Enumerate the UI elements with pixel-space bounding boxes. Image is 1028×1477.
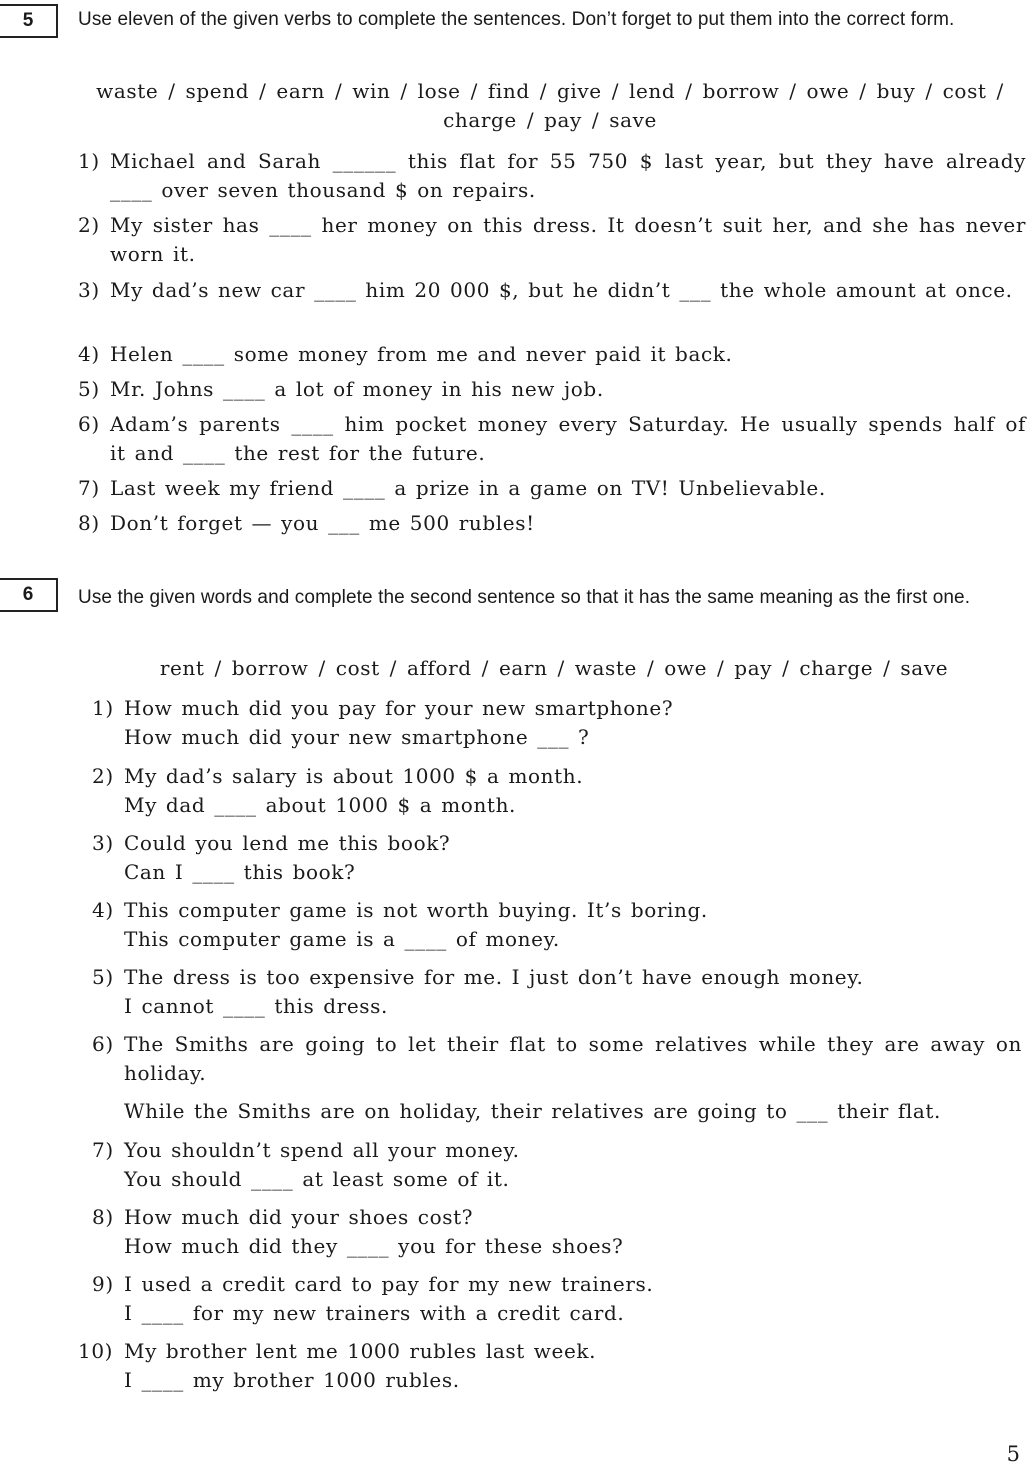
item-text: Last week my friend ____ a prize in a game on TV! Unbelievable. [110, 476, 826, 500]
exercise-item [92, 1136, 1022, 1194]
exercise-item [78, 375, 1026, 404]
exercise-item [92, 762, 1022, 820]
exercise-item [78, 509, 1026, 538]
second-sentence: While the Smiths are on holiday, their relatives are going to ___ their flat. [124, 1099, 942, 1123]
exercise-item [92, 896, 1022, 954]
item-text: My sister has ____ her money on this dress. It doesn’t suit her, and she has never worn it. [110, 213, 1026, 266]
first-sentence: I used a credit card to pay for my new trainers. [124, 1272, 654, 1296]
item-number: 7) [78, 476, 100, 500]
item-number: 4) [78, 342, 100, 366]
first-sentence: The Smiths are going to let their flat to some relatives while they are away on holiday. [124, 1032, 1022, 1085]
first-sentence: You shouldn’t spend all your money. [124, 1138, 520, 1162]
exercise-item [78, 1337, 1022, 1395]
item-text: Michael and Sarah ______ this flat for 55 750 $ last year, but they have already ____ over seven thousand $ on repairs. [110, 149, 1026, 202]
exercise-item [92, 829, 1022, 887]
item-number: 4) [92, 898, 114, 922]
exercise-number: 5 [0, 4, 58, 38]
exercise-number: 6 [0, 578, 58, 612]
item-number: 6) [92, 1032, 114, 1056]
item-text: My dad’s new car ____ him 20 000 $, but he didn’t ___ the whole amount at once. [110, 278, 1013, 302]
exercise-item [78, 276, 1026, 305]
exercise-item [78, 474, 1026, 503]
exercise-instruction: Use eleven of the given verbs to complete the sentences. Don’t forget to put them into the correct form. [78, 9, 955, 30]
second-sentence: Can I ____ this book? [124, 860, 356, 884]
second-sentence: This computer game is a ____ of money. [124, 927, 560, 951]
item-number: 1) [78, 149, 100, 173]
exercise-item [92, 1030, 1022, 1126]
exercise-item [92, 1270, 1022, 1328]
second-sentence: I cannot ____ this dress. [124, 994, 388, 1018]
second-sentence: How much did your new smartphone ___ ? [124, 725, 590, 749]
first-sentence: Could you lend me this book? [124, 831, 451, 855]
item-text: Helen ____ some money from me and never paid it back. [110, 342, 733, 366]
second-sentence: I ____ my brother 1000 rubles. [124, 1368, 460, 1392]
first-sentence: The dress is too expensive for me. I just don’t have enough money. [124, 965, 864, 989]
second-sentence: You should ____ at least some of it. [124, 1167, 510, 1191]
second-sentence: My dad ____ about 1000 $ a month. [124, 793, 517, 817]
item-number: 2) [78, 213, 100, 237]
first-sentence: How much did you pay for your new smartphone? [124, 696, 674, 720]
exercise-item [78, 211, 1026, 269]
word-bank: rent / borrow / cost / afford / earn / waste / owe / pay / charge / save [159, 656, 949, 680]
item-number: 5) [92, 965, 114, 989]
exercise-item [78, 147, 1026, 205]
item-number: 5) [78, 377, 100, 401]
exercise-item [92, 1203, 1022, 1261]
item-number: 6) [78, 412, 100, 436]
item-number: 7) [92, 1138, 114, 1162]
item-number: 8) [78, 511, 100, 535]
exercise-item [92, 694, 1022, 752]
first-sentence: This computer game is not worth buying. It’s boring. [124, 898, 708, 922]
second-sentence: How much did they ____ you for these shoes? [124, 1234, 624, 1258]
item-text: Mr. Johns ____ a lot of money in his new job. [110, 377, 604, 401]
exercise-item [78, 410, 1026, 468]
first-sentence: My dad’s salary is about 1000 $ a month. [124, 764, 584, 788]
page-number: 5 [1006, 1442, 1020, 1466]
item-number: 8) [92, 1205, 114, 1229]
first-sentence: My brother lent me 1000 rubles last week. [124, 1339, 597, 1363]
item-number: 2) [92, 764, 114, 788]
exercise-instruction: Use the given words and complete the second sentence so that it has the same meaning as the first one. [78, 587, 971, 608]
exercise-item [92, 963, 1022, 1021]
item-number: 1) [92, 696, 114, 720]
item-text: Adam’s parents ____ him pocket money every Saturday. He usually spends half of it and ____ the rest for the future. [110, 412, 1026, 465]
exercise-item [78, 340, 1026, 369]
item-number: 9) [92, 1272, 114, 1296]
item-text: Don’t forget — you ___ me 500 rubles! [110, 511, 535, 535]
item-number: 10) [78, 1339, 114, 1363]
second-sentence: I ____ for my new trainers with a credit card. [124, 1301, 625, 1325]
item-number: 3) [78, 278, 100, 302]
item-number: 3) [92, 831, 114, 855]
first-sentence: How much did your shoes cost? [124, 1205, 474, 1229]
word-bank: waste / spend / earn / win / lose / find / give / lend / borrow / owe / buy / cost / charge / pay / save [96, 79, 1004, 132]
